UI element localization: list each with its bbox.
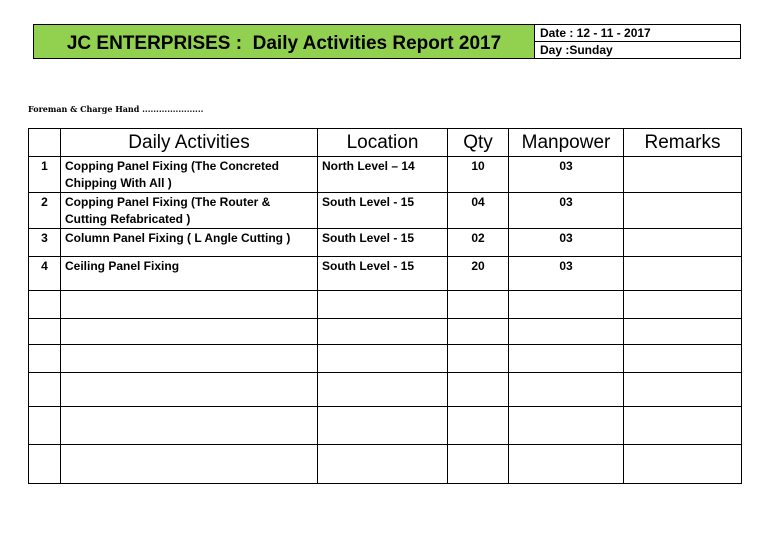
activity-cell [61, 319, 318, 345]
date-day-box [535, 24, 741, 59]
location-cell [318, 291, 448, 319]
location-cell [318, 373, 448, 407]
column-header-location: Location [318, 129, 448, 157]
foreman-charge-hand-line: Foreman & Charge Hand ...................... [28, 104, 204, 114]
table-row [29, 157, 742, 193]
qty-cell [448, 407, 509, 445]
column-header-daily-activities: Daily Activities [61, 129, 318, 157]
column-header-remarks: Remarks [624, 129, 742, 157]
table-row [29, 193, 742, 229]
manpower-cell: 03 [509, 193, 624, 229]
location-cell [318, 345, 448, 373]
activity-cell: Ceiling Panel Fixing [61, 257, 318, 291]
row-number: 1 [29, 157, 61, 193]
row-number: 3 [29, 229, 61, 257]
location-cell: North Level – 14 [318, 157, 448, 193]
manpower-cell [509, 373, 624, 407]
location-cell: South Level - 15 [318, 229, 448, 257]
row-number [29, 373, 61, 407]
qty-cell [448, 445, 509, 484]
manpower-cell: 03 [509, 229, 624, 257]
activity-cell: Copping Panel Fixing (The Router & Cutting Refabricated ) [61, 193, 318, 229]
table-row [29, 345, 742, 373]
qty-cell [448, 373, 509, 407]
activity-cell: Copping Panel Fixing (The Concreted Chipping With All ) [61, 157, 318, 193]
remarks-cell [624, 345, 742, 373]
remarks-cell [624, 319, 742, 345]
manpower-cell [509, 291, 624, 319]
remarks-cell [624, 229, 742, 257]
table-row [29, 291, 742, 319]
row-number [29, 319, 61, 345]
manpower-cell [509, 345, 624, 373]
qty-cell: 10 [448, 157, 509, 193]
row-number [29, 345, 61, 373]
manpower-cell [509, 319, 624, 345]
qty-cell [448, 345, 509, 373]
location-cell [318, 407, 448, 445]
table-row [29, 319, 742, 345]
location-cell [318, 319, 448, 345]
activity-cell [61, 407, 318, 445]
table-row [29, 373, 742, 407]
table-header-row [29, 129, 742, 157]
remarks-cell [624, 445, 742, 484]
table-row [29, 407, 742, 445]
row-number [29, 407, 61, 445]
table-row [29, 229, 742, 257]
table-body [29, 157, 742, 484]
activity-cell [61, 373, 318, 407]
qty-cell: 20 [448, 257, 509, 291]
location-cell: South Level - 15 [318, 257, 448, 291]
activity-cell [61, 291, 318, 319]
remarks-cell [624, 193, 742, 229]
column-header-number [29, 129, 61, 157]
remarks-cell [624, 157, 742, 193]
manpower-cell [509, 407, 624, 445]
activity-cell: Column Panel Fixing ( L Angle Cutting ) [61, 229, 318, 257]
activity-cell [61, 345, 318, 373]
qty-cell: 04 [448, 193, 509, 229]
remarks-cell [624, 373, 742, 407]
location-cell [318, 445, 448, 484]
remarks-cell [624, 257, 742, 291]
row-number: 2 [29, 193, 61, 229]
manpower-cell: 03 [509, 157, 624, 193]
row-number: 4 [29, 257, 61, 291]
manpower-cell: 03 [509, 257, 624, 291]
qty-cell [448, 319, 509, 345]
table-row [29, 257, 742, 291]
qty-cell: 02 [448, 229, 509, 257]
activities-table [28, 128, 742, 484]
manpower-cell [509, 445, 624, 484]
report-day: Day :Sunday [540, 43, 613, 57]
report-date: Date : 12 - 11 - 2017 [535, 25, 740, 42]
activity-cell [61, 445, 318, 484]
location-cell: South Level - 15 [318, 193, 448, 229]
row-number [29, 291, 61, 319]
remarks-cell [624, 291, 742, 319]
report-title: JC ENTERPRISES : Daily Activities Report 2017 [33, 24, 535, 59]
column-header-manpower: Manpower [509, 129, 624, 157]
table-row [29, 445, 742, 484]
qty-cell [448, 291, 509, 319]
remarks-cell [624, 407, 742, 445]
row-number [29, 445, 61, 484]
column-header-qty: Qty [448, 129, 509, 157]
